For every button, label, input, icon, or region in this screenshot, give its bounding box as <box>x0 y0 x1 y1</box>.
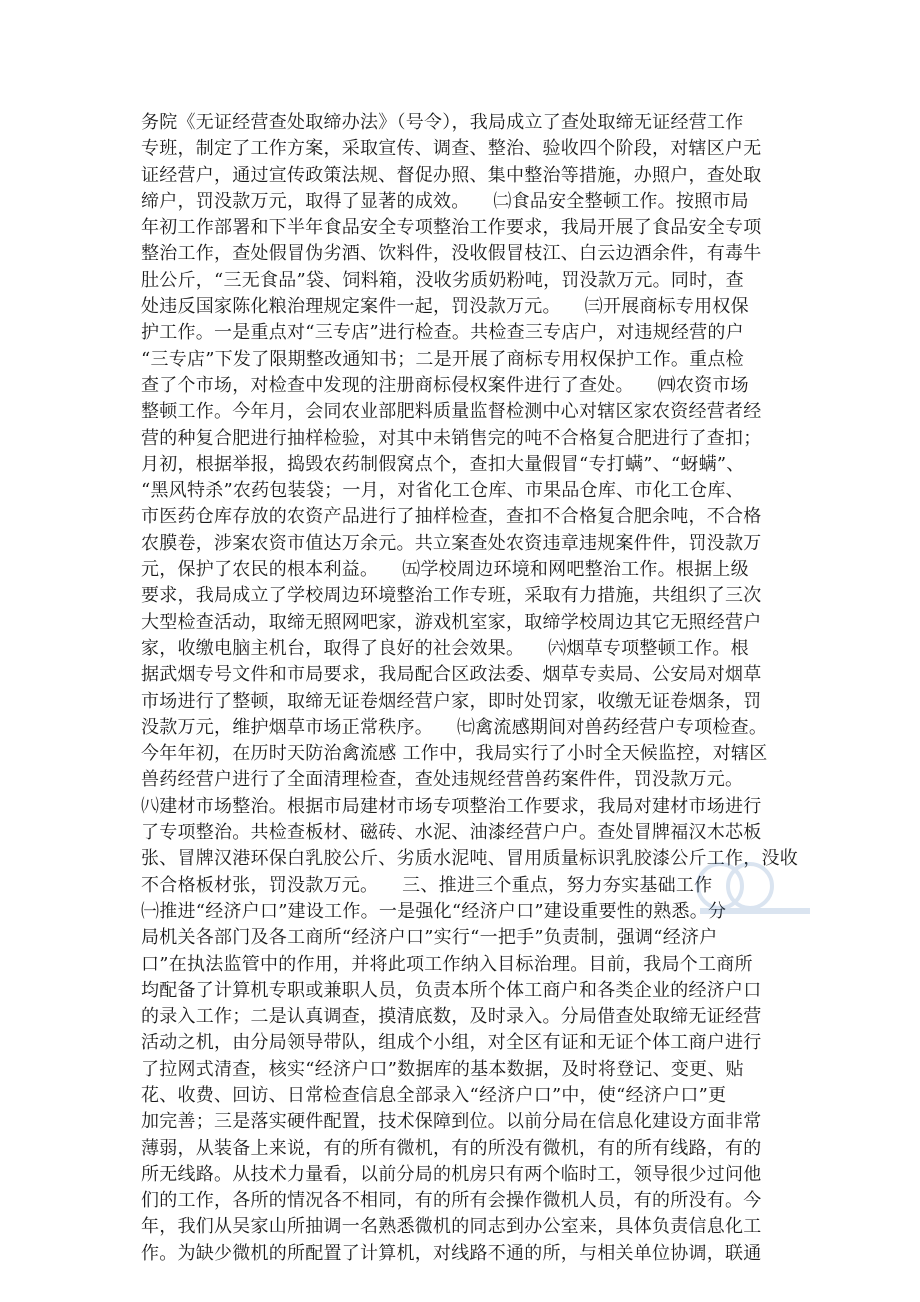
text-line: 护工作。一是重点对“三专店”进行检查。共检查三专店户，对违规经营的户 <box>141 322 744 344</box>
text-line: 营的种复合肥进行抽样检验，对其中未销售完的吨不合格复合肥进行了查扣； <box>141 427 762 449</box>
text-line: 活动之机，由分局领导带队，组成个小组，对全区有证和无证个体工商户进行 <box>141 1032 762 1054</box>
text-line: 缔户，罚没款万元，取得了显著的成效。 ㈡食品安全整顿工作。按照市局 <box>141 190 749 212</box>
text-line: 没款万元，维护烟草市场正常秩序。 ㈦禽流感期间对兽药经营户专项检查。 <box>141 716 768 738</box>
text-line: 查了个市场，对检查中发现的注册商标侵权案件进行了查处。 ㈣农资市场 <box>141 374 749 396</box>
text-line: 了专项整治。共检查板材、磁砖、水泥、油漆经营户户。查处冒牌福汉木芯板 <box>141 822 762 844</box>
text-line: 据武烟专号文件和市局要求，我局配合区政法委、烟草专卖局、公安局对烟草 <box>141 664 762 686</box>
text-line: “三专店”下发了限期整改通知书；二是开展了商标专用权保护工作。重点检 <box>141 348 744 370</box>
text-line: 局机关各部门及各工商所“经济户口”实行“一把手”负责制，强调“经济户 <box>141 927 718 949</box>
text-line: 证经营户，通过宣传政策法规、督促办照、集中整治等措施，办照户，查处取 <box>141 164 762 186</box>
text-line: 务院《无证经营查处取缔办法》（号令），我局成立了查处取缔无证经营工作 <box>141 112 744 133</box>
text-line: 花、收费、回访、日常检查信息全部录入“经济户口”中，使“经济户口”更 <box>141 1084 727 1106</box>
text-line: 所无线路。从技术力量看，以前分局的机房只有两个临时工，领导很少过问他 <box>141 1163 762 1185</box>
text-line: 市医药仓库存放的农资产品进行了抽样检查，查扣不合格复合肥余吨，不合格 <box>141 506 762 528</box>
text-line: 农膜卷，涉案农资市值达万余元。共立案查处农资违章违规案件件，罚没款万 <box>141 532 762 554</box>
text-line: 肚公斤，“三无食品”袋、饲料箱，没收劣质奶粉吨，罚没款万元。同时，查 <box>141 269 744 291</box>
text-line: 了拉网式清查，核实“经济户口”数据库的基本数据，及时将登记、变更、贴 <box>141 1058 744 1080</box>
text-line: 市场进行了整顿，取缔无证卷烟经营户家，即时处罚家，收缴无证卷烟条，罚 <box>141 690 762 712</box>
text-line: 年，我们从吴家山所抽调一名熟悉微机的同志到办公室来，具体负责信息化工 <box>141 1216 762 1238</box>
text-line: 月初，根据举报，捣毁农药制假窝点个，查扣大量假冒“专打螨”、“蚜螨”、 <box>141 453 745 475</box>
text-line: ㈧建材市场整治。根据市局建材市场专项整治工作要求，我局对建材市场进行 <box>141 795 762 817</box>
text-line: 整治工作，查处假冒伪劣酒、饮料件，没收假冒枝江、白云边酒余件，有毒牛 <box>141 243 762 265</box>
document-body <box>141 110 798 1267</box>
text-line: 兽药经营户进行了全面清理检查，查处违规经营兽药案件件，罚没款万元。 <box>141 769 744 791</box>
text-line: 处违反国家陈化粮治理规定案件一起，罚没款万元。 ㈢开展商标专用权保 <box>141 296 749 318</box>
text-line: 元，保护了农民的根本利益。 ㈤学校周边环境和网吧整治工作。根据上级 <box>141 559 749 581</box>
text-line: “黑风特杀”农药包装袋；一月，对省化工仓库、市果品仓库、市化工仓库、 <box>141 480 744 502</box>
text-line: 均配备了计算机专职或兼职人员，负责本所个体工商户和各类企业的经济户口 <box>141 979 762 1001</box>
text-line: 整顿工作。今年月，会同农业部肥料质量监督检测中心对辖区家农资经营者经 <box>141 401 762 423</box>
text-line: 作。为缺少微机的所配置了计算机，对线路不通的所，与相关单位协调，联通 <box>141 1242 762 1264</box>
text-line: 专班，制定了工作方案，采取宣传、调查、整治、验收四个阶段，对辖区户无 <box>141 138 762 160</box>
text-line: 家，收缴电脑主机台，取得了良好的社会效果。 ㈥烟草专项整顿工作。根 <box>141 637 749 659</box>
text-line: 年初工作部署和下半年食品安全专项整治工作要求，我局开展了食品安全专项 <box>141 217 762 239</box>
text-line: 的录入工作；二是认真调查，摸清底数，及时录入。分局借查处取缔无证经营 <box>141 1006 762 1028</box>
text-line: 口”在执法监管中的作用，并将此项工作纳入目标治理。目前，我局个工商所 <box>141 953 753 975</box>
text-line: 大型检查活动，取缔无照网吧家，游戏机室家，取缔学校周边其它无照经营户 <box>141 611 762 633</box>
text-line: ㈠推进“经济户口”建设工作。一是强化“经济户口”建设重要性的熟悉。分 <box>141 900 727 922</box>
text-line: 加完善；三是落实硬件配置，技术保障到位。以前分局在信息化建设方面非常 <box>141 1111 762 1133</box>
text-line: 张、冒牌汉港环保白乳胶公斤、劣质水泥吨、冒用质量标识乳胶漆公斤工作，没收 <box>141 848 798 870</box>
text-line: 不合格板材张，罚没款万元。 三、推进三个重点，努力夯实基础工作 <box>141 874 713 896</box>
text-line: 薄弱，从装备上来说，有的所有微机，有的所没有微机，有的所有线路，有的 <box>141 1137 762 1159</box>
text-line: 今年年初，在历时天防治禽流感 工作中，我局实行了小时全天候监控，对辖区 <box>141 743 768 765</box>
text-line: 们的工作，各所的情况各不相同，有的所有会操作微机人员，有的所没有。今 <box>141 1190 762 1212</box>
text-line: 要求，我局成立了学校周边环境整治工作专班，采取有力措施，共组织了三次 <box>141 585 762 607</box>
